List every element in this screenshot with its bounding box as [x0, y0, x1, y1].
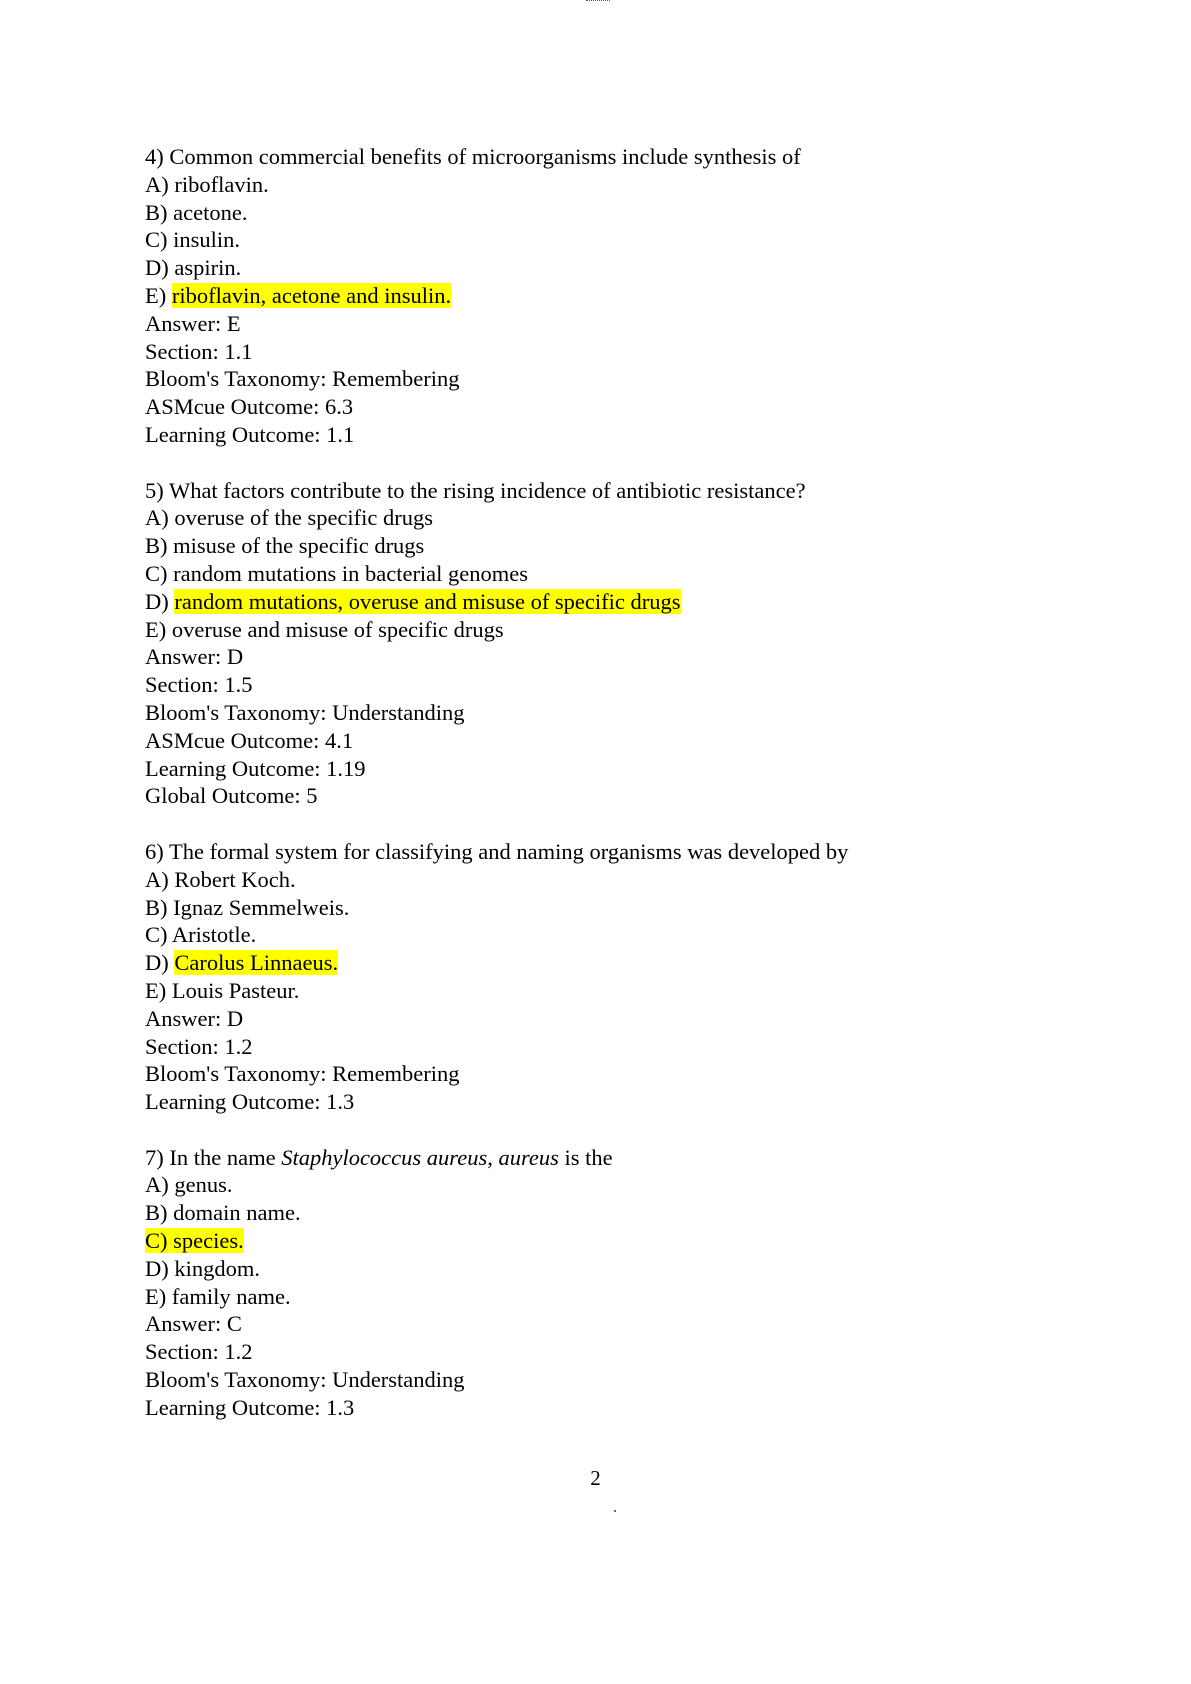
- learning-outcome-line: Learning Outcome: 1.3: [145, 1089, 355, 1115]
- option-c: C) random mutations in bacterial genomes: [145, 560, 529, 586]
- footer-mark: [614, 1510, 616, 1512]
- answer-line: Answer: D: [145, 644, 244, 670]
- document-body: [145, 143, 1105, 1422]
- answer-line: Answer: D: [145, 1005, 244, 1031]
- option-b: B) misuse of the specific drugs: [145, 533, 425, 559]
- option-label: D): [145, 588, 175, 614]
- stem-separator: ,: [487, 1144, 499, 1170]
- option-a: A) Robert Koch.: [145, 866, 296, 892]
- option-b: B) Ignaz Semmelweis.: [145, 894, 350, 920]
- option-e: E) family name.: [145, 1283, 291, 1309]
- stem-text-end: is the: [558, 1144, 613, 1170]
- option-a: A) overuse of the specific drugs: [145, 505, 434, 531]
- section-line: Section: 1.1: [145, 338, 253, 364]
- option-label: D): [145, 950, 175, 976]
- learning-outcome-line: Learning Outcome: 1.3: [145, 1394, 355, 1420]
- option-label: E): [145, 282, 172, 308]
- learning-outcome-line: Learning Outcome: 1.1: [145, 421, 355, 447]
- question-5: [145, 477, 1105, 811]
- question-stem: [145, 1144, 1105, 1172]
- highlighted-answer: riboflavin, acetone and insulin.: [171, 282, 452, 308]
- option-b: B) domain name.: [145, 1200, 301, 1226]
- stem-text: 7) In the name: [145, 1144, 282, 1170]
- answer-line: Answer: C: [145, 1311, 242, 1337]
- question-stem: 6) The formal system for classifying and naming organisms was developed by: [145, 838, 849, 864]
- global-outcome-line: Global Outcome: 5: [145, 783, 318, 809]
- question-7: [145, 1144, 1105, 1422]
- highlighted-answer: random mutations, overuse and misuse of specific drugs: [174, 588, 681, 614]
- question-4: [145, 143, 1105, 449]
- option-d: D) aspirin.: [145, 255, 242, 281]
- option-d: [145, 949, 1105, 977]
- epithet-name: aureus: [498, 1144, 559, 1170]
- option-d: D) kingdom.: [145, 1255, 260, 1281]
- header-mark: [586, 0, 610, 3]
- option-e: E) Louis Pasteur.: [145, 977, 300, 1003]
- answer-line: Answer: E: [145, 310, 241, 336]
- option-a: A) genus.: [145, 1172, 233, 1198]
- section-line: Section: 1.5: [145, 672, 253, 698]
- species-name: Staphylococcus aureus: [281, 1144, 488, 1170]
- option-c: [145, 1227, 1105, 1255]
- question-stem: 4) Common commercial benefits of microorganisms include synthesis of: [145, 144, 801, 169]
- option-a: A) riboflavin.: [145, 171, 269, 197]
- blooms-line: Bloom's Taxonomy: Remembering: [145, 1061, 460, 1087]
- section-line: Section: 1.2: [145, 1339, 253, 1365]
- blooms-line: Bloom's Taxonomy: Remembering: [145, 366, 460, 392]
- asmcue-line: ASMcue Outcome: 4.1: [145, 727, 354, 753]
- highlighted-answer: Carolus Linnaeus.: [174, 950, 339, 976]
- section-line: Section: 1.2: [145, 1033, 253, 1059]
- option-e: E) overuse and misuse of specific drugs: [145, 616, 504, 642]
- learning-outcome-line: Learning Outcome: 1.19: [145, 755, 366, 781]
- question-stem: 5) What factors contribute to the rising incidence of antibiotic resistance?: [145, 477, 806, 503]
- option-d: [145, 588, 1105, 616]
- asmcue-line: ASMcue Outcome: 6.3: [145, 394, 354, 420]
- option-c: C) insulin.: [145, 227, 241, 253]
- option-e: [145, 282, 1105, 310]
- question-6: [145, 838, 1105, 1116]
- page-number: 2: [590, 1466, 601, 1490]
- blooms-line: Bloom's Taxonomy: Understanding: [145, 1367, 465, 1393]
- blooms-line: Bloom's Taxonomy: Understanding: [145, 699, 465, 725]
- option-c: C) Aristotle.: [145, 922, 257, 948]
- highlighted-answer: C) species.: [145, 1228, 244, 1254]
- option-b: B) acetone.: [145, 199, 248, 225]
